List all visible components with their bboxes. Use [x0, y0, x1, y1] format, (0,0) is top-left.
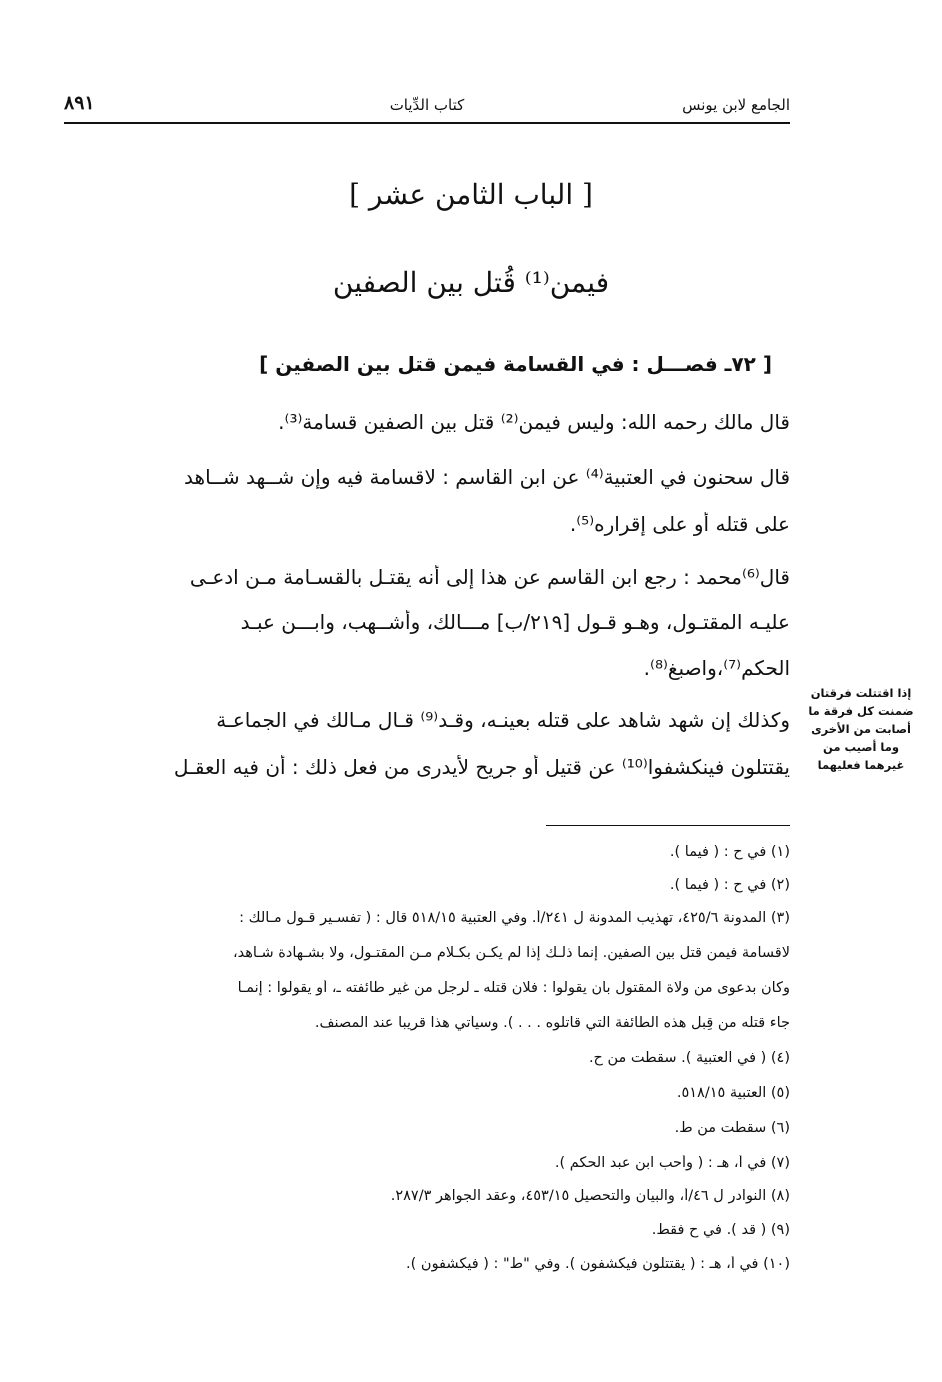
footnote: (٦) سقطت من ط.	[674, 1120, 790, 1136]
footnote: لاقسامة فيمن قتل بين الصفين. إنما ذلـك إذا لم يكـن بكـلام مـن المقتـول، ولا بشـهادة شـاهد،	[232, 945, 790, 961]
margin-note: إذا اقتتلت فرقتان ضمنت كل فرقة ما أصابت من الأخرى وما أصيب من غيرهما فعليهما	[808, 686, 914, 772]
body-line: قال مالك رحمه الله: وليس فيمن⁽²⁾ قتل بين الصفين قسامة⁽³⁾.	[278, 410, 790, 434]
footnote: جاء قتله من قِبل هذه الطائفة التي قاتلوه . . . ). وسيأتي هذا قريبا عند المصنف.	[314, 1015, 790, 1031]
chapter-subtitle: فيمن⁽¹⁾ قُتل بين الصفين	[332, 266, 610, 299]
body-line: قال سحنون في العتبية⁽⁴⁾ عن ابن القاسم : لاقسامة فيه وإن شــهد شــاهد	[184, 465, 790, 489]
footnote: (٤) ( في العتبية ). سقطت من ح.	[588, 1050, 790, 1066]
page-number: ٨٩١	[64, 92, 95, 114]
work-title: الجامع لابن يونس	[682, 96, 790, 114]
footnote: (١) في ح : ( فيما ).	[669, 844, 790, 860]
body-line: الحكم⁽⁷⁾،واصبغ⁽⁸⁾.	[643, 656, 790, 680]
footnote: (٥) العتبية ٥١٨/١٥.	[676, 1085, 790, 1101]
footnote: (٣) المدونة ٤٢٥/٦، تهذيب المدونة ل ٢٤١/أ. وفي العتبية ٥١٨/١٥ قال : ( تفسـير قـول مـالك :	[239, 910, 790, 926]
footnote: وكان بدعوى من ولاة المقتول بأن يقولوا : فلان قتله ـ لرجل من غير طائفته ـ، أو يقولوا : إنمـا	[237, 980, 790, 996]
footnote: (٧) في أ، هـ : ( وأحب ابن عبد الحكم ).	[554, 1155, 790, 1171]
footnote-rule	[546, 825, 790, 826]
section-heading: [ ٧٢ـ فصـــل : في القسامة فيمن قتل بين الصفين ]	[259, 352, 772, 376]
footnote: (٨) النوادر ل ٤٦/أ، والبيان والتحصيل ٤٥٣/١٥، وعقد الجواهر ٢٨٧/٣.	[390, 1188, 790, 1204]
body-line: يقتتلون فينكشفوا⁽¹⁰⁾ عن قتيل أو جريح لأيدرى من فعل ذلك : أن فيه العقـل	[173, 755, 790, 779]
body-line: على قتله أو على إقراره⁽⁵⁾.	[569, 512, 790, 536]
body-line: وكذلك إن شهد شاهد على قتله بعينـه، وقـد⁽⁹⁾ قـال مـالك في الجماعـة	[216, 708, 790, 732]
body-line: قال⁽⁶⁾محمد : رجع ابن القاسم عن هذا إلى أنه يقتـل بالقسـامة مـن ادعـى	[189, 565, 790, 589]
footnote: (١٠) في أ، هـ : ( يقتتلون فيكشفون ). وفي "ط" : ( فيكشفون ).	[406, 1256, 790, 1272]
chapter-title: [ الباب الثامن عشر ]	[349, 178, 593, 211]
book-title: كتاب الدِّيات	[389, 96, 465, 114]
body-line: عليـه المقتـول، وهـو قـول [٢١٩/ب] مـــالك، وأشــهب، وابـــن عبـد	[240, 610, 790, 634]
footnote: (٩) ( قد ). في ح فقط.	[651, 1222, 790, 1238]
footnote: (٢) في ح : ( فيما ).	[669, 877, 790, 893]
running-header	[64, 92, 790, 124]
